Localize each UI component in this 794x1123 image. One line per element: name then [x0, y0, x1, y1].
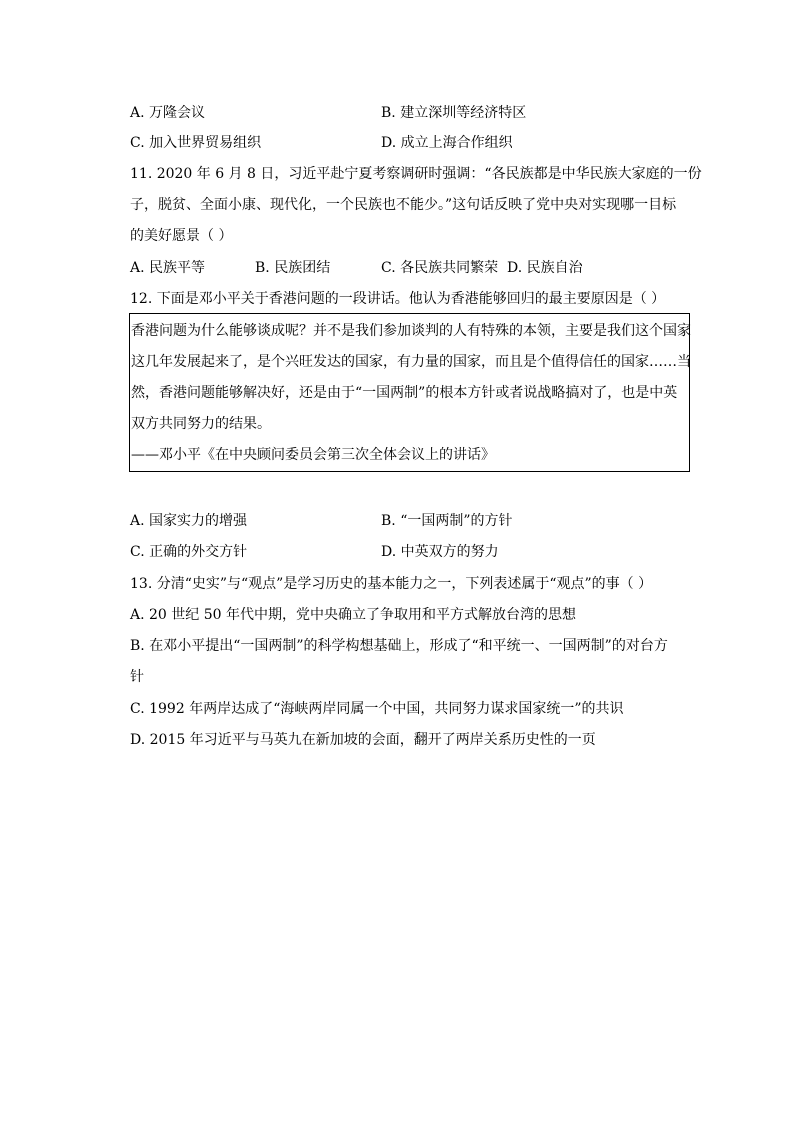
q10-option-c[interactable]: C. 加入世界贸易组织	[130, 135, 262, 151]
q13-option-d[interactable]: D. 2015 年习近平与马英九在新加坡的会面，翻开了两岸关系历史性的一页	[130, 732, 596, 748]
q11-stem-line-2: 子，脱贫、全面小康、现代化，一个民族也不能少。”这句话反映了党中央对实现哪一目标	[130, 197, 677, 213]
q12-quote-line-3: 然，香港问题能够解决好，还是由于“一国两制”的根本方针或者说战略搞对了，也是中英	[131, 385, 678, 401]
q13-option-b[interactable]: B. 在邓小平提出“一国两制”的科学构想基础上，形成了“和平统一、一国两制”的对台方	[130, 638, 668, 654]
q10-option-b[interactable]: B. 建立深圳等经济特区	[381, 105, 527, 121]
q11-option-d[interactable]: D. 民族自治	[507, 260, 583, 276]
q13-option-a[interactable]: A. 20 世纪 50 年代中期，党中央确立了争取用和平方式解放台湾的思想	[130, 607, 576, 623]
q12-quote-line-1: 香港问题为什么能够谈成呢？并不是我们参加谈判的人有特殊的本领，主要是我们这个国家	[131, 323, 691, 339]
q12-quote-box	[129, 313, 690, 472]
q12-option-a[interactable]: A. 国家实力的增强	[130, 513, 248, 529]
q13-option-b-continued[interactable]: 针	[130, 669, 144, 685]
q12-option-c[interactable]: C. 正确的外交方针	[130, 544, 248, 560]
q10-option-a[interactable]: A. 万隆会议	[130, 105, 206, 121]
q11-stem-line-1: 11. 2020 年 6 月 8 日，习近平赴宁夏考察调研时强调：“各民族都是中华民族大家庭的一份	[130, 166, 702, 182]
q11-option-a[interactable]: A. 民族平等	[130, 260, 206, 276]
q12-quote-line-4: 双方共同努力的结果。	[131, 416, 271, 432]
q13-stem: 13. 分清“史实”与“观点”是学习历史的基本能力之一，下列表述属于“观点”的事（ ）	[130, 576, 653, 592]
q12-option-b[interactable]: B. “一国两制”的方针	[381, 513, 513, 529]
q10-option-d[interactable]: D. 成立上海合作组织	[381, 135, 513, 151]
q12-quote-source: ——邓小平《在中央顾问委员会第三次全体会议上的讲话》	[131, 447, 495, 463]
q13-option-c[interactable]: C. 1992 年两岸达成了“海峡两岸同属一个中国，共同努力谋求国家统一”的共识	[130, 701, 624, 717]
q12-quote-line-2: 这几年发展起来了，是个兴旺发达的国家，有力量的国家，而且是个值得信任的国家……当	[131, 354, 691, 370]
q11-option-b[interactable]: B. 民族团结	[255, 260, 331, 276]
q11-option-c[interactable]: C. 各民族共同繁荣	[381, 260, 499, 276]
q12-stem: 12. 下面是邓小平关于香港问题的一段讲话。他认为香港能够回归的最主要原因是（ ）	[130, 291, 666, 307]
q12-option-d[interactable]: D. 中英双方的努力	[381, 544, 499, 560]
q11-stem-line-3: 的美好愿景（ ）	[130, 228, 233, 244]
